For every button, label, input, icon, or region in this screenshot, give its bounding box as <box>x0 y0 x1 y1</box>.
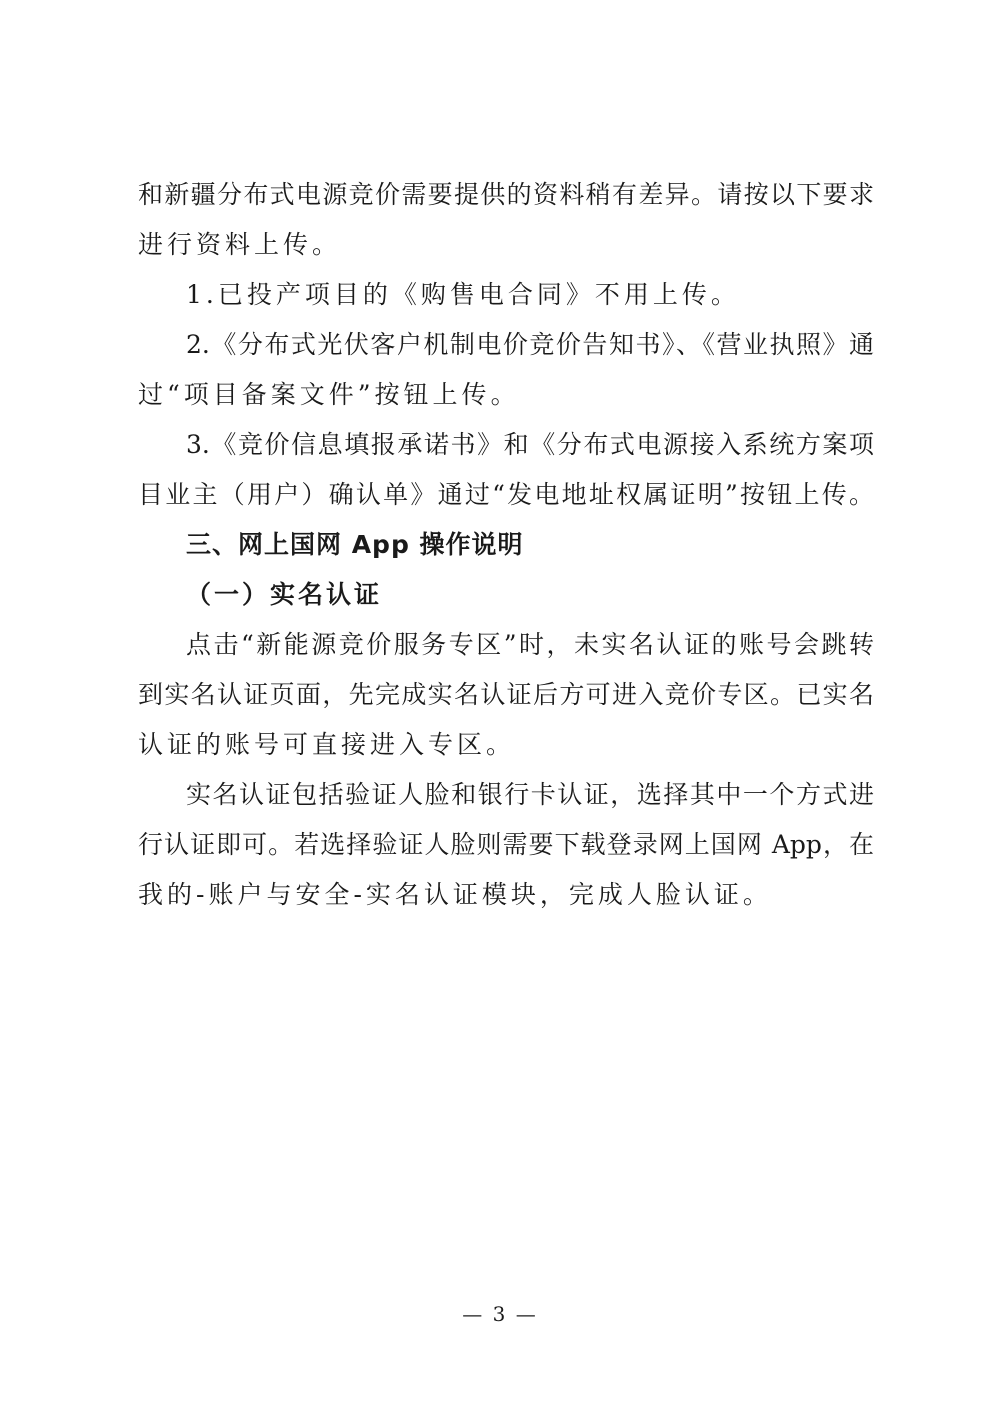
list-item-1: 1.已投产项目的《购售电合同》不用上传。 <box>186 280 740 309</box>
list-item-2: 2.《分布式光伏客户机制电价竞价告知书》、《营业执照》通 <box>186 330 874 359</box>
subsection-heading: （一）实名认证 <box>186 580 383 609</box>
paragraph-line: 进行资料上传。 <box>138 230 342 259</box>
paragraph-line: 行认证即可。若选择验证人脸则需要下载登录网上国网 App，在 <box>138 830 874 859</box>
paragraph-line: 和新疆分布式电源竞价需要提供的资料稍有差异。请按以下要求 <box>138 180 874 209</box>
paragraph-line: 我的-账户与安全-实名认证模块，完成人脸认证。 <box>138 880 772 909</box>
paragraph-line: 到实名认证页面，先完成实名认证后方可进入竞价专区。已实名 <box>138 680 874 709</box>
section-heading: 三、网上国网 App 操作说明 <box>186 530 524 559</box>
paragraph-line: 实名认证包括验证人脸和银行卡认证，选择其中一个方式进 <box>186 780 874 809</box>
paragraph-line: 认证的账号可直接进入专区。 <box>138 730 516 759</box>
page-number: — 3 — <box>462 1302 538 1326</box>
list-item-3: 3.《竞价信息填报承诺书》和《分布式电源接入系统方案项 <box>186 430 874 459</box>
list-item-3-continued: 目业主（用户）确认单》通过“发电地址权属证明”按钮上传。 <box>138 480 874 509</box>
list-item-2-continued: 过“项目备案文件”按钮上传。 <box>138 380 520 409</box>
paragraph-line: 点击“新能源竞价服务专区”时，未实名认证的账号会跳转 <box>186 630 874 659</box>
